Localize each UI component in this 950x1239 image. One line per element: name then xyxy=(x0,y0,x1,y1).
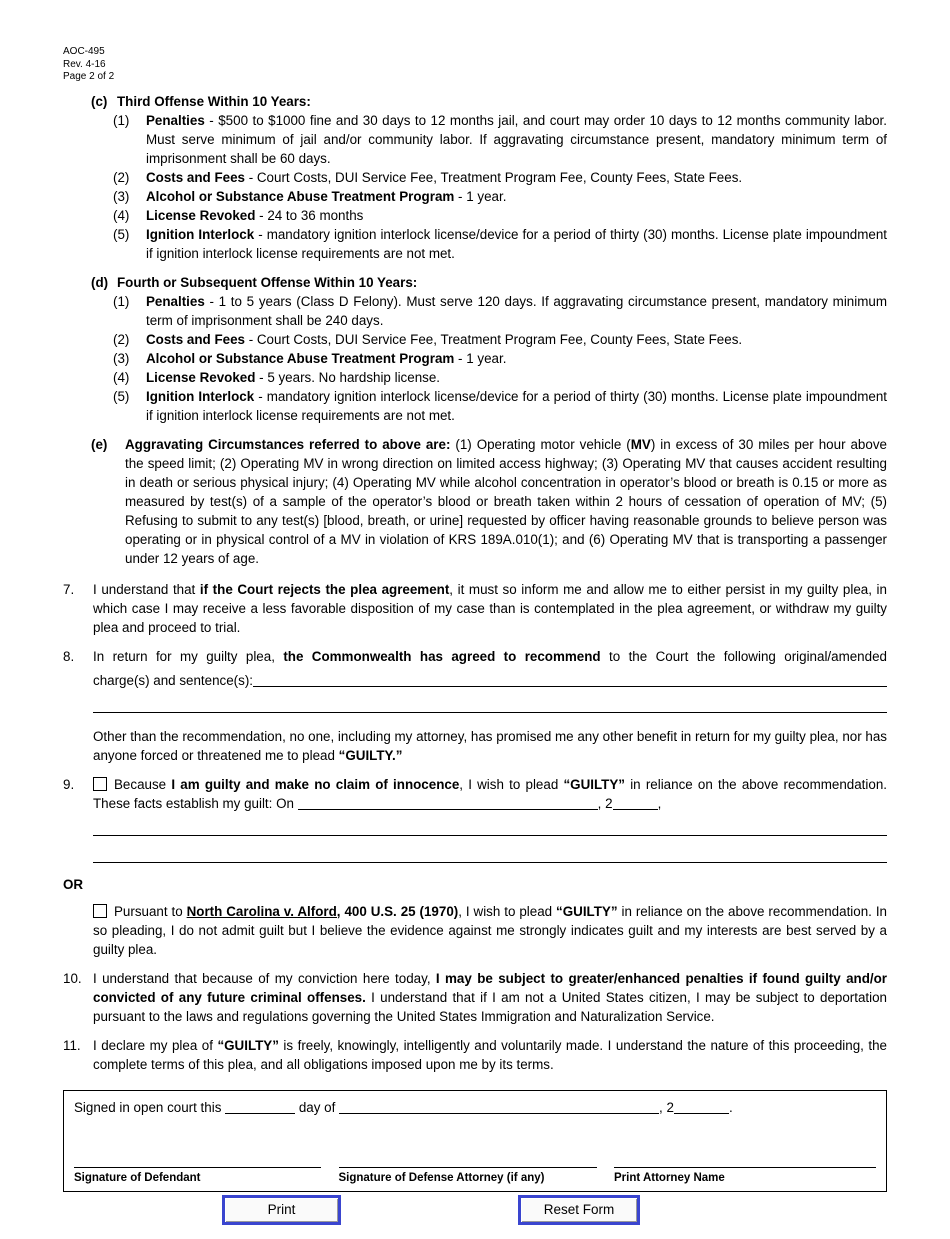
item-number: (5) xyxy=(113,388,130,404)
penalty-list xyxy=(91,111,887,263)
text-segment: , 2 xyxy=(597,795,613,811)
section-fourth-offense xyxy=(63,273,887,425)
item-text xyxy=(93,902,887,959)
section-letter-label: (e) xyxy=(91,436,108,452)
item-number: (3) xyxy=(113,350,130,366)
text-segment: is freely, knowingly, intelligently and voluntarily made. I understand the nature of this proceeding, the complete terms of this plea, and all obligations imposed upon me by its terms. xyxy=(93,1037,887,1072)
section-aggravating-circumstances xyxy=(63,435,887,568)
reset-form-button[interactable]: Reset Form xyxy=(518,1195,640,1225)
text-segment: Ignition Interlock xyxy=(146,226,255,242)
or-label: OR xyxy=(63,876,84,892)
recommendation-lead-text xyxy=(93,647,887,666)
text-segment: day of xyxy=(295,1099,340,1115)
text-segment: , 2 xyxy=(659,1099,674,1115)
charges-prefix: charge(s) and sentence(s): xyxy=(93,672,254,688)
text-segment: - 1 year. xyxy=(454,350,507,366)
blank-rule-line[interactable] xyxy=(93,835,887,836)
item-number: (4) xyxy=(113,369,130,385)
item-number: (4) xyxy=(113,207,130,223)
charges-line xyxy=(93,671,887,690)
text-segment: 400 U.S. 25 (1970) xyxy=(344,903,459,919)
item-number: (3) xyxy=(113,188,130,204)
text-segment: , I wish to plead xyxy=(458,903,557,919)
text-segment: the Commonwealth has agreed to recommend xyxy=(283,648,601,664)
charges-blank-line[interactable] xyxy=(253,673,887,687)
item-number-spacer xyxy=(63,902,93,959)
print-button[interactable]: Print xyxy=(222,1195,341,1225)
guilty-plea-checkbox[interactable] xyxy=(93,777,107,791)
text-segment: “GUILTY” xyxy=(563,776,625,792)
item-text xyxy=(146,187,887,206)
item-number: (5) xyxy=(113,226,130,242)
item-10-enhanced-penalties xyxy=(63,969,887,1026)
text-segment: “GUILTY” xyxy=(556,903,618,919)
text-segment: Alcohol or Substance Abuse Treatment Program xyxy=(146,188,455,204)
no-promises-text xyxy=(93,727,887,765)
text-segment: , I wish to plead xyxy=(459,776,564,792)
text-segment: I am guilty and make no claim of innocence xyxy=(171,776,460,792)
text-segment: ) in excess of 30 miles per hour above the speed limit; (2) Operating MV in wrong direction on limited access highway; (3) Operating MV that causes accident resulting in death or serious physical injury; (4) Operating MV while alcohol concentration in operator’s blood or breath is 0.15 or more as measured by test(s) of a sample of the operator’s blood or breath taken within 2 hours of cessation of operation of MV; (5) Refusing to submit to any test(s) [blood, breath, or urine] requested by officer having reasonable grounds to believe person was operating or in physical control of a MV in violation of KRS 189A.010(1); and (6) Operating MV that is transporting a passenger under 12 years of age. xyxy=(125,436,887,566)
alford-plea-text xyxy=(93,904,887,957)
text-segment: Ignition Interlock xyxy=(146,388,255,404)
text-segment: if the Court rejects the plea agreement xyxy=(199,581,450,597)
text-segment: - mandatory ignition interlock license/device for a period of thirty (30) months. License plate impoundment if ignition interlock license requirements are not met. xyxy=(146,226,887,261)
item-number: (2) xyxy=(113,331,130,347)
blank-rule-line[interactable] xyxy=(93,712,887,713)
item-text xyxy=(146,349,887,368)
form-buttons-row xyxy=(63,1195,887,1231)
alford-plea-paragraph xyxy=(63,902,887,959)
text-segment: , it must so inform me and allow me to either persist in my guilty plea, in which case I may receive a less favorable disposition of my case than is contemplated in the plea agreement, or withdraw my guilty plea and proceed to trial. xyxy=(93,581,887,635)
ignition-interlock-item xyxy=(113,225,887,263)
license-revoked-item xyxy=(113,368,887,387)
item-text xyxy=(146,330,887,349)
license-revoked-item xyxy=(113,206,887,225)
signed-in-open-court-line xyxy=(74,1098,876,1117)
text-segment: Other than the recommendation, no one, including my attorney, has promised me any other benefit in return for my guilty plea, nor has anyone forced or threatened me to plead xyxy=(93,728,887,763)
section-heading-row xyxy=(91,435,887,568)
text-segment: Penalties xyxy=(146,293,205,309)
defendant-signature-label: Signature of Defendant xyxy=(74,1171,201,1184)
defense-attorney-signature-label: Signature of Defense Attorney (if any) xyxy=(338,1171,545,1184)
treatment-program-item xyxy=(113,187,887,206)
text-segment: Costs and Fees xyxy=(146,331,245,347)
defense-attorney-signature-block xyxy=(339,1154,597,1185)
attorney-name-line[interactable] xyxy=(614,1154,876,1168)
penalties-item xyxy=(113,111,887,168)
text-segment: Penalties xyxy=(146,112,205,128)
ignition-interlock-item xyxy=(113,387,887,425)
penalty-list xyxy=(91,292,887,425)
form-number: AOC-495 xyxy=(63,46,105,57)
item-text xyxy=(93,1036,887,1074)
item-number: 9. xyxy=(63,776,75,792)
text-segment: - Court Costs, DUI Service Fee, Treatment Program Fee, County Fees, State Fees. xyxy=(244,331,743,347)
item-number: (1) xyxy=(113,112,130,128)
text-segment: I declare my plea of xyxy=(93,1037,218,1053)
item-text xyxy=(93,647,887,765)
text-segment: MV xyxy=(630,436,651,452)
text-segment: Pursuant to xyxy=(114,903,187,919)
attorney-name-block xyxy=(614,1154,876,1185)
blank-field[interactable] xyxy=(339,1100,659,1114)
section-heading-row xyxy=(91,273,887,292)
item-7-plea-rejection xyxy=(63,580,887,637)
item-text xyxy=(146,111,887,168)
text-segment: I may be subject to greater/enhanced penalties if found guilty and/or convicted of any future criminal offenses. xyxy=(93,970,887,1005)
text-segment: I understand that if I am not a United States citizen, I may be subject to deportation pursuant to the laws and regulations governing the United States Immigration and Naturalization Service. xyxy=(93,989,887,1024)
blank-field[interactable] xyxy=(225,1100,295,1114)
guilty-plea-text xyxy=(93,777,887,811)
aggravating-circumstances-text xyxy=(125,435,887,568)
attorney-name-label: Print Attorney Name xyxy=(614,1171,725,1184)
text-segment: License Revoked xyxy=(146,369,256,385)
item-text xyxy=(93,580,887,637)
text-segment: - 5 years. No hardship license. xyxy=(255,369,441,385)
costs-fees-item xyxy=(113,168,887,187)
text-segment: - mandatory ignition interlock license/device for a period of thirty (30) months. License plate impoundment if ignition interlock license requirements are not met. xyxy=(146,388,887,423)
form-page-indicator: Page 2 of 2 xyxy=(63,71,115,82)
section-letter-label: (d) xyxy=(91,274,109,290)
text-segment: in reliance on the above recommendation. In so pleading, I do not admit guilt but I believe the evidence against me strongly indicates guilt and my interests are best served by a guilty plea. xyxy=(93,903,887,957)
form-revision: Rev. 4-16 xyxy=(63,58,106,70)
text-segment: In return for my guilty plea, xyxy=(93,648,284,664)
blank-field[interactable] xyxy=(298,796,598,810)
signature-row xyxy=(74,1154,876,1185)
blank-field[interactable] xyxy=(674,1100,729,1114)
item-number: (1) xyxy=(113,293,130,309)
item-text xyxy=(93,775,887,863)
section-title: Third Offense Within 10 Years: xyxy=(117,93,311,109)
text-segment: License Revoked xyxy=(146,207,256,223)
text-segment: “GUILTY” xyxy=(217,1037,279,1053)
text-segment: - Court Costs, DUI Service Fee, Treatment Program Fee, County Fees, State Fees. xyxy=(244,169,743,185)
text-segment: to the Court the following original/amended xyxy=(600,648,887,664)
item-number: (2) xyxy=(113,169,130,185)
item-text xyxy=(146,387,887,425)
text-segment: Because xyxy=(114,776,172,792)
text-segment: Aggravating Circumstances referred to above are: xyxy=(125,436,451,452)
text-segment: Costs and Fees xyxy=(146,169,245,185)
text-segment: - 1 year. xyxy=(454,188,507,204)
text-segment: I understand that xyxy=(93,581,200,597)
text-segment: . xyxy=(728,1099,733,1115)
item-number: 8. xyxy=(63,648,75,664)
item-text xyxy=(146,368,887,387)
item-9-guilty-plea xyxy=(63,775,887,863)
item-number: 11. xyxy=(63,1037,81,1053)
blank-field[interactable] xyxy=(613,796,658,810)
penalties-item xyxy=(113,292,887,330)
text-segment: - 1 to 5 years (Class D Felony). Must serve 120 days. If aggravating circumstance present, mandatory minimum term of imprisonment shall be 240 days. xyxy=(146,293,887,328)
item-number: 10. xyxy=(63,970,82,986)
text-segment: , xyxy=(657,795,662,811)
section-letter-label: (c) xyxy=(91,93,108,109)
section-heading-row xyxy=(91,92,887,111)
costs-fees-item xyxy=(113,330,887,349)
item-text xyxy=(146,168,887,187)
section-title: Fourth or Subsequent Offense Within 10 Years: xyxy=(117,274,418,290)
item-11-declaration xyxy=(63,1036,887,1074)
section-third-offense xyxy=(63,92,887,263)
item-number: 7. xyxy=(63,581,75,597)
item-text xyxy=(146,225,887,263)
text-segment: (1) Operating motor vehicle ( xyxy=(450,436,631,452)
text-segment: - $500 to $1000 fine and 30 days to 12 months jail, and court may order 10 days to 12 months community labor. Must serve minimum of jail and/or community labor. If aggravating circumstance present, mandatory minimum term of imprisonment shall be 60 days. xyxy=(146,112,887,166)
treatment-program-item xyxy=(113,349,887,368)
item-text xyxy=(146,292,887,330)
defendant-signature-line[interactable] xyxy=(74,1154,321,1168)
form-header xyxy=(63,46,887,84)
text-segment: in reliance on the above recommendation. These facts establish my guilt: On xyxy=(93,776,887,811)
text-segment: Alcohol or Substance Abuse Treatment Program xyxy=(146,350,455,366)
text-segment: North Carolina v. Alford, xyxy=(186,903,341,919)
defense-attorney-signature-line[interactable] xyxy=(339,1154,597,1168)
signature-box xyxy=(63,1090,887,1192)
item-text xyxy=(93,969,887,1026)
text-segment: “GUILTY.” xyxy=(338,747,403,763)
text-segment: Signed in open court this xyxy=(74,1099,226,1115)
defendant-signature-block xyxy=(74,1154,321,1185)
item-text xyxy=(146,206,887,225)
blank-rule-line[interactable] xyxy=(93,862,887,863)
item-8-commonwealth-recommendation xyxy=(63,647,887,765)
text-segment: - 24 to 36 months xyxy=(255,207,364,223)
alford-plea-checkbox[interactable] xyxy=(93,904,107,918)
text-segment: I understand that because of my conviction here today, xyxy=(93,970,436,986)
